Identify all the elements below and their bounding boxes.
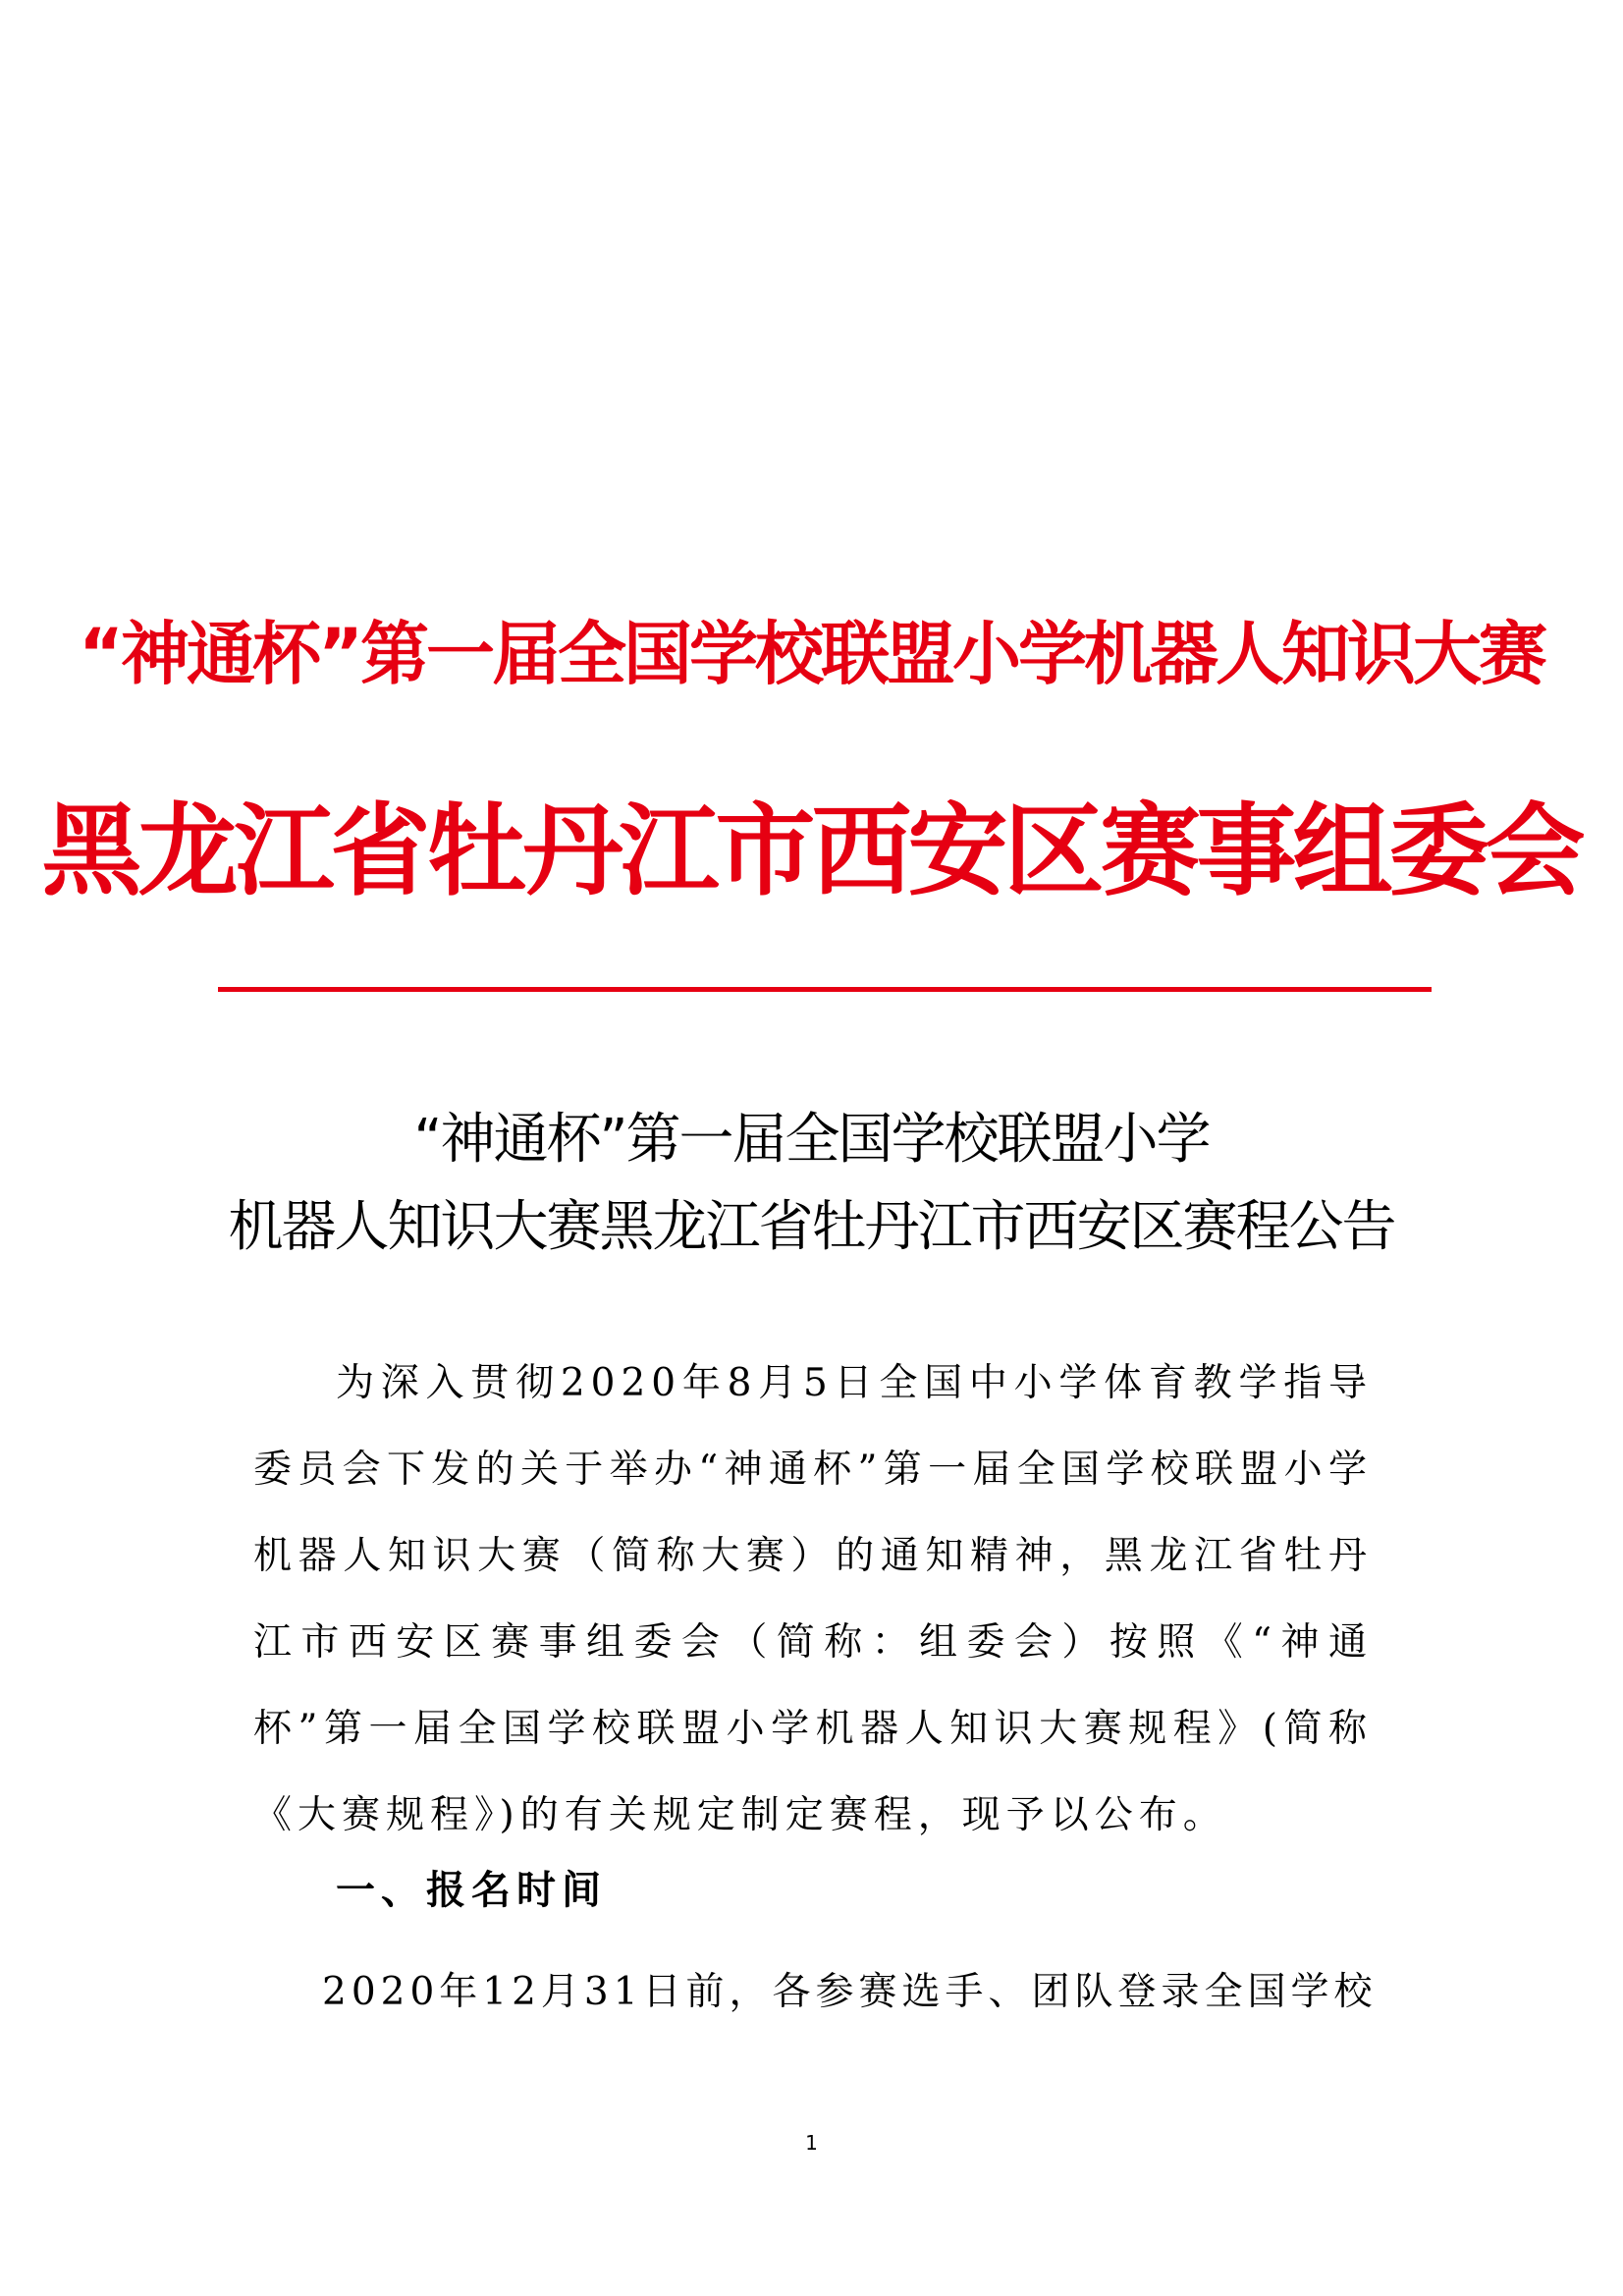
section-heading-registration-time: 一、报名时间 <box>336 1868 607 1913</box>
document-title-line1: “神通杯”第一届全国学校联盟小学 <box>413 1108 1210 1172</box>
letterhead-competition-name: “神通杯”第一届全国学校联盟小学机器人知识大赛 <box>78 614 1544 694</box>
intro-paragraph: 为深入贯彻2020年8月5日全国中小学体育教学指导委员会下发的关于举办“神通杯”第一届全国学校联盟小学机器人知识大赛（简称大赛）的通知精神，黑龙江省牡丹江市西安区赛事组委会（简称：组委会）按照《“神通杯”第一届全国学校联盟小学机器人知识大赛规程》(简称《大赛规程》)的有关规定制定赛程，现予以公布。 <box>253 1361 1373 1837</box>
letterhead-organizer-name: 黑龙江省牡丹江市西安区赛事组委会 <box>41 793 1582 910</box>
document-title-line2: 机器人知识大赛黑龙江省牡丹江市西安区赛程公告 <box>228 1195 1395 1259</box>
page-number: 1 <box>805 2131 818 2155</box>
section-paragraph-registration-time: 2020年12月31日前，各参赛选手、团队登录全国学校 <box>322 1970 1378 2014</box>
letterhead-divider <box>218 987 1432 992</box>
